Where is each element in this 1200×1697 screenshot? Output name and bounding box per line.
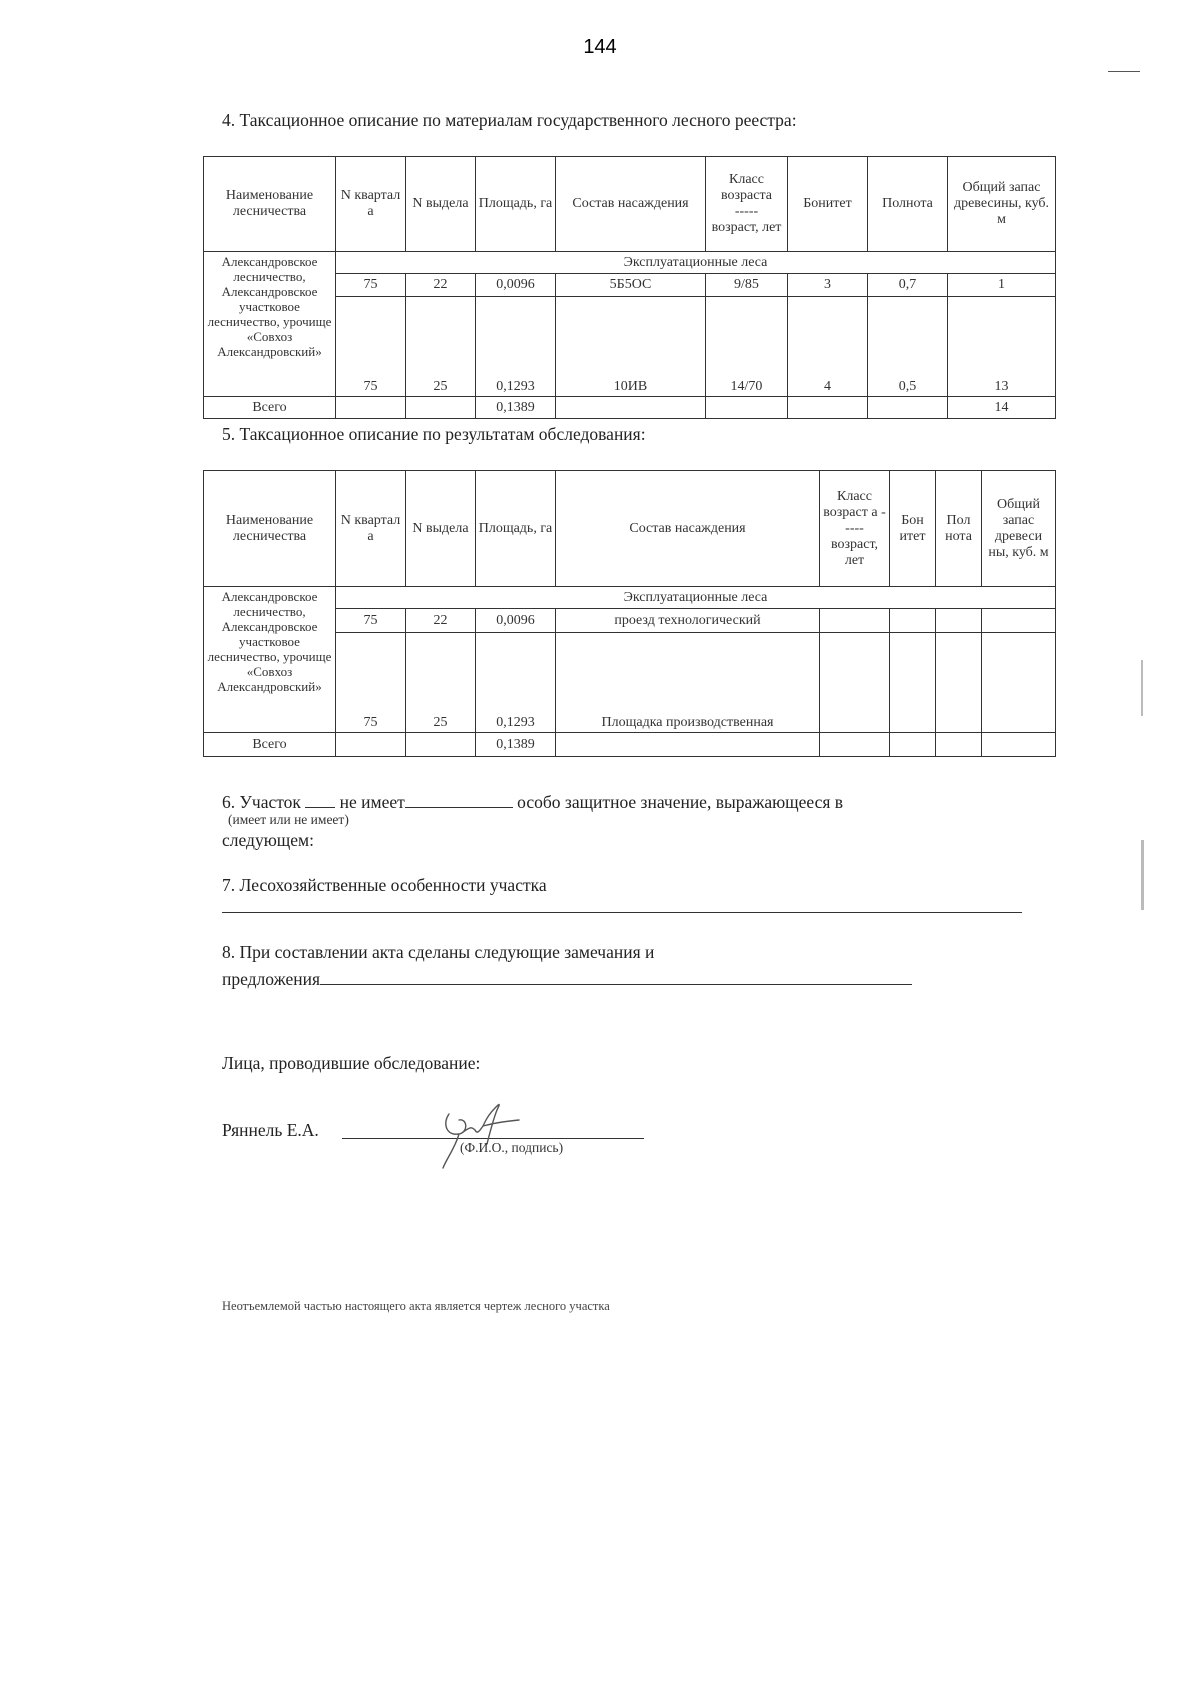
cell-kvartal: 75	[336, 297, 406, 397]
cell-vydel: 25	[406, 297, 476, 397]
section4-total-row	[204, 397, 1056, 419]
empty-cell	[556, 733, 820, 757]
empty-cell	[820, 633, 890, 733]
cell-bonitet: 4	[788, 297, 868, 397]
header-vydel: N выдела	[406, 157, 476, 252]
header-vydel: N выдела	[406, 471, 476, 587]
cell-kvartal: 75	[336, 609, 406, 633]
total-area: 0,1389	[476, 397, 556, 419]
section4-title: 4. Таксационное описание по материалам государственного лесного реестра:	[222, 110, 797, 130]
empty-cell	[890, 609, 936, 633]
section5-category-row	[204, 587, 1056, 609]
cell-area: 0,1293	[476, 633, 556, 733]
cell-age: 14/70	[706, 297, 788, 397]
item6-blank	[305, 789, 335, 808]
cell-area: 0,0096	[476, 609, 556, 633]
header-bonitet: Бон итет	[890, 471, 936, 587]
cell-composition: Площадка производственная	[556, 633, 820, 733]
header-bonitet: Бонитет	[788, 157, 868, 252]
section5-title: 5. Таксационное описание по результатам обследования:	[222, 424, 646, 444]
empty-cell	[890, 633, 936, 733]
cell-composition: 10ИВ	[556, 297, 706, 397]
cell-vydel: 25	[406, 633, 476, 733]
scan-edge-mark	[1141, 660, 1143, 716]
section5-header-row	[204, 471, 1056, 587]
empty-cell	[890, 733, 936, 757]
empty-cell	[336, 397, 406, 419]
item7-line	[222, 912, 1022, 913]
empty-cell	[788, 397, 868, 419]
header-stock: Общий запас древесины, куб. м	[948, 157, 1056, 252]
header-area: Площадь, га	[476, 471, 556, 587]
forestry-name: Александровское лесничество, Александровское участковое лесничество, урочище «Совхоз Александровский»	[204, 587, 336, 733]
age-class-bottom: возраст, лет	[711, 220, 782, 235]
empty-cell	[406, 397, 476, 419]
header-area: Площадь, га	[476, 157, 556, 252]
corner-scan-mark	[1108, 71, 1140, 72]
item8-label: предложения	[222, 969, 321, 989]
header-polnota: Полнота	[868, 157, 948, 252]
section5-total-row	[204, 733, 1056, 757]
cell-stock: 1	[948, 274, 1056, 297]
header-stock: Общий запас древеси ны, куб. м	[982, 471, 1056, 587]
header-name: Наименование лесничества	[204, 471, 336, 587]
item7-text: 7. Лесохозяйственные особенности участка	[222, 875, 547, 895]
item8-line1: 8. При составлении акта сделаны следующие замечания и	[222, 942, 655, 962]
cell-composition: проезд технологический	[556, 609, 820, 633]
forest-category: Эксплуатационные леса	[336, 587, 1056, 609]
cell-kvartal: 75	[336, 633, 406, 733]
section5-table	[203, 470, 1056, 757]
empty-cell	[982, 733, 1056, 757]
empty-cell	[936, 609, 982, 633]
total-area: 0,1389	[476, 733, 556, 757]
cell-composition: 5Б5ОС	[556, 274, 706, 297]
footer-note: Неотъемлемой частью настоящего акта является чертеж лесного участка	[222, 1299, 610, 1313]
empty-cell	[706, 397, 788, 419]
section4-table	[203, 156, 1056, 419]
cell-area: 0,0096	[476, 274, 556, 297]
header-name: Наименование лесничества	[204, 157, 336, 252]
section4-header-row	[204, 157, 1056, 252]
forest-category: Эксплуатационные леса	[336, 252, 1056, 274]
empty-cell	[868, 397, 948, 419]
header-age-class: Класс возраст а ----- возраст, лет	[820, 471, 890, 587]
empty-cell	[936, 633, 982, 733]
header-composition: Состав насаждения	[556, 157, 706, 252]
cell-vydel: 22	[406, 274, 476, 297]
header-composition: Состав насаждения	[556, 471, 820, 587]
empty-cell	[820, 609, 890, 633]
empty-cell	[336, 733, 406, 757]
empty-cell	[982, 609, 1056, 633]
item6-fill-line	[405, 789, 513, 808]
signatories-heading: Лица, проводившие обследование:	[222, 1053, 481, 1073]
item6-line1	[222, 789, 843, 813]
empty-cell	[556, 397, 706, 419]
cell-area: 0,1293	[476, 297, 556, 397]
cell-kvartal: 75	[336, 274, 406, 297]
total-label: Всего	[204, 733, 336, 757]
header-age-class	[706, 157, 788, 252]
item8-line2	[222, 966, 912, 990]
header-kvartal: N квартал а	[336, 157, 406, 252]
empty-cell	[936, 733, 982, 757]
section4-category-row	[204, 252, 1056, 274]
cell-polnota: 0,7	[868, 274, 948, 297]
item6-suffix: особо защитное значение, выражающееся в	[517, 792, 844, 812]
signature-caption: (Ф.И.О., подпись)	[460, 1140, 564, 1155]
empty-cell	[406, 733, 476, 757]
item6-filled: не имеет	[339, 792, 405, 812]
item6-line2: следующем:	[222, 830, 314, 850]
total-label: Всего	[204, 397, 336, 419]
cell-polnota: 0,5	[868, 297, 948, 397]
signatory-name: Ряннель Е.А.	[222, 1120, 319, 1140]
cell-age: 9/85	[706, 274, 788, 297]
total-stock: 14	[948, 397, 1056, 419]
header-polnota: Пол нота	[936, 471, 982, 587]
cell-stock: 13	[948, 297, 1056, 397]
header-kvartal: N квартал а	[336, 471, 406, 587]
empty-cell	[820, 733, 890, 757]
empty-cell	[982, 633, 1056, 733]
forestry-name: Александровское лесничество, Александровское участковое лесничество, урочище «Совхоз Александровский»	[204, 252, 336, 397]
page-number: 144	[583, 36, 617, 58]
age-class-top: Класс возраста	[721, 172, 772, 203]
cell-vydel: 22	[406, 609, 476, 633]
scan-edge-mark	[1141, 840, 1144, 910]
cell-bonitet: 3	[788, 274, 868, 297]
age-class-dash: -----	[734, 204, 759, 219]
item6-hint: (имеет или не имеет)	[228, 812, 349, 827]
item8-fill-line	[320, 966, 912, 985]
item6-prefix: 6. Участок	[222, 792, 301, 812]
signature-image	[435, 1092, 525, 1172]
